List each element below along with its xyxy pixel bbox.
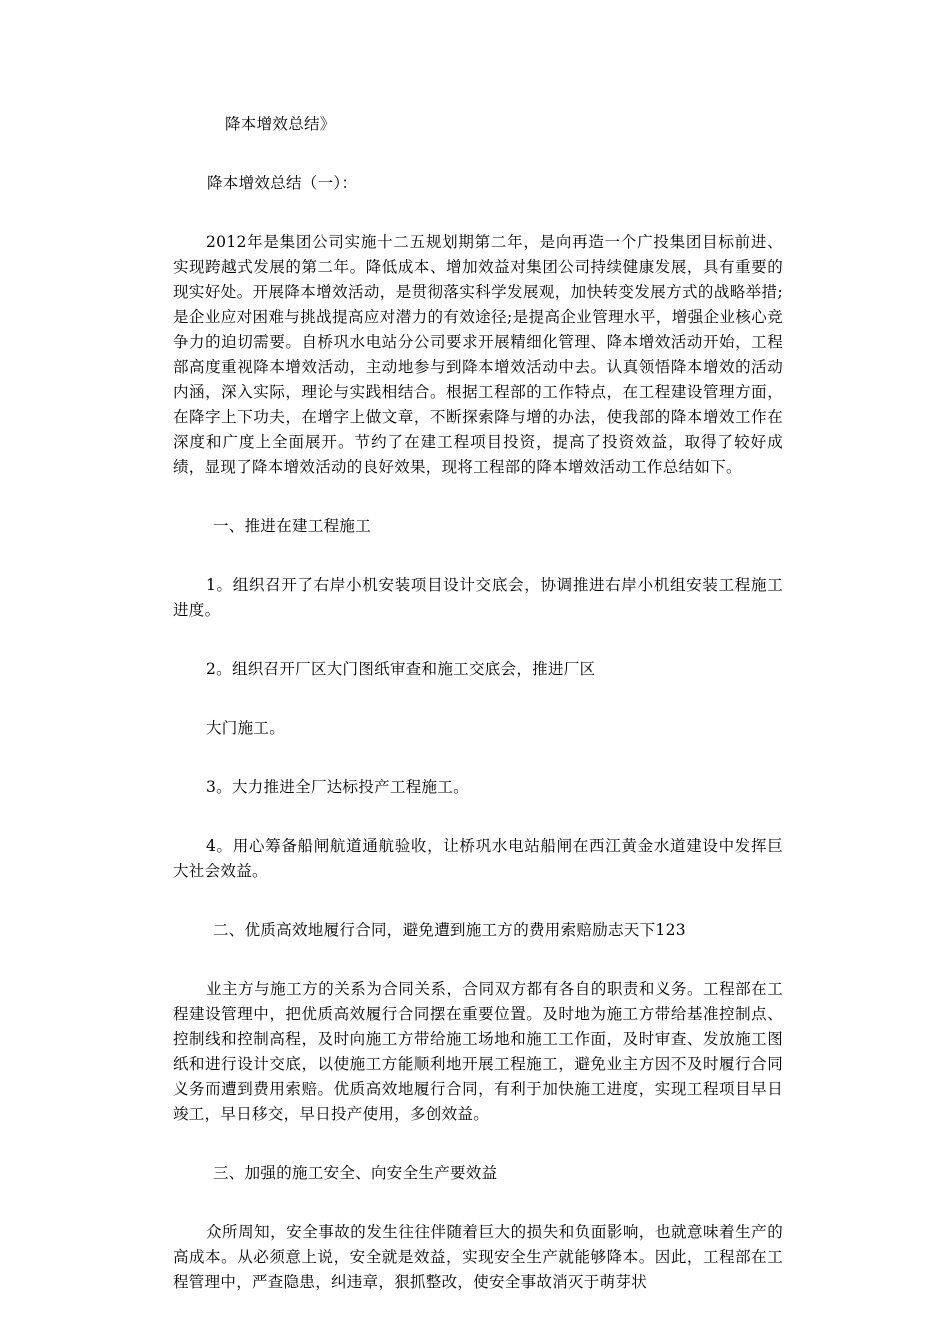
- section-1-item-1: 1。组织召开了右岸小机安装项目设计交底会，协调推进右岸小机组安装工程施工进度。: [173, 576, 783, 619]
- document-subtitle: 降本增效总结（一）：: [207, 174, 358, 192]
- section-1-item-3: 3。大力推进全厂达标投产工程施工。: [206, 778, 469, 796]
- document-body: [173, 112, 783, 1329]
- section-2-paragraph: 业主方与施工方的关系为合同关系，合同双方都有各自的职责和义务。工程部在工程建设管理中，把优质高效履行合同摆在重要位置。及时地为施工方带给基准控制点、控制线和控制高程，及时向施工方带给施工场地和施工工作面，及时审查、发放施工图纸和进行设计交底，以使施工方能顺利地开展工程施工，避免业主方因不及时履行合同义务而遭到费用索赔。优质高效地履行合同，有利于加快施工进度，实现工程项目早日竣工，早日移交，早日投产使用，多创效益。: [173, 980, 783, 1123]
- section-1-item-2: 2。组织召开厂区大门图纸审查和施工交底会，推进厂区: [206, 660, 596, 678]
- section-2-heading: 二、优质高效地履行合同，避免遭到施工方的费用索赔励志天下123: [213, 921, 686, 939]
- section-1-heading: 一、推进在建工程施工: [213, 517, 372, 535]
- section-3-paragraph: 众所周知，安全事故的发生往往伴随着巨大的损失和负面影响，也就意味着生产的高成本。从必须意上说，安全就是效益，实现安全生产就能够降本。因此，工程部在工程管理中，严查隐患，纠违章，狠抓整改，使安全事故消灭于萌芽状: [173, 1223, 783, 1291]
- section-1-item-2-continued: 大门施工。: [206, 719, 286, 737]
- intro-paragraph: 2012年是集团公司实施十二五规划期第二年，是向再造一个广投集团目标前进、实现跨越式发展的第二年。降低成本、增加效益对集团公司持续健康发展，具有重要的现实好处。开展降本增效活动，是贯彻落实科学发展观，加快转变发展方式的战略举措;是企业应对困难与挑战提高应对潜力的有效途径;是提高企业管理水平，增强企业核心竞争力的迫切需要。自桥巩水电站分公司要求开展精细化管理、降本增效活动开始，工程部高度重视降本增效活动，主动地参与到降本增效活动中去。认真领悟降本增效的活动内涵，深入实际，理论与实践相结合。根据工程部的工作特点，在工程建设管理方面，在降字上下功夫，在增字上做文章，不断探索降与增的办法，使我部的降本增效工作在深度和广度上全面展开。节约了在建工程项目投资，提高了投资效益，取得了较好成绩，显现了降本增效活动的良好效果，现将工程部的降本增效活动工作总结如下。: [173, 233, 783, 476]
- section-3-heading: 三、加强的施工安全、向安全生产要效益: [213, 1164, 498, 1182]
- document-title: 降本增效总结》: [225, 115, 336, 133]
- section-1-item-4: 4。用心筹备船闸航道通航验收，让桥巩水电站船闸在西江黄金水道建设中发挥巨大社会效益。: [173, 837, 783, 880]
